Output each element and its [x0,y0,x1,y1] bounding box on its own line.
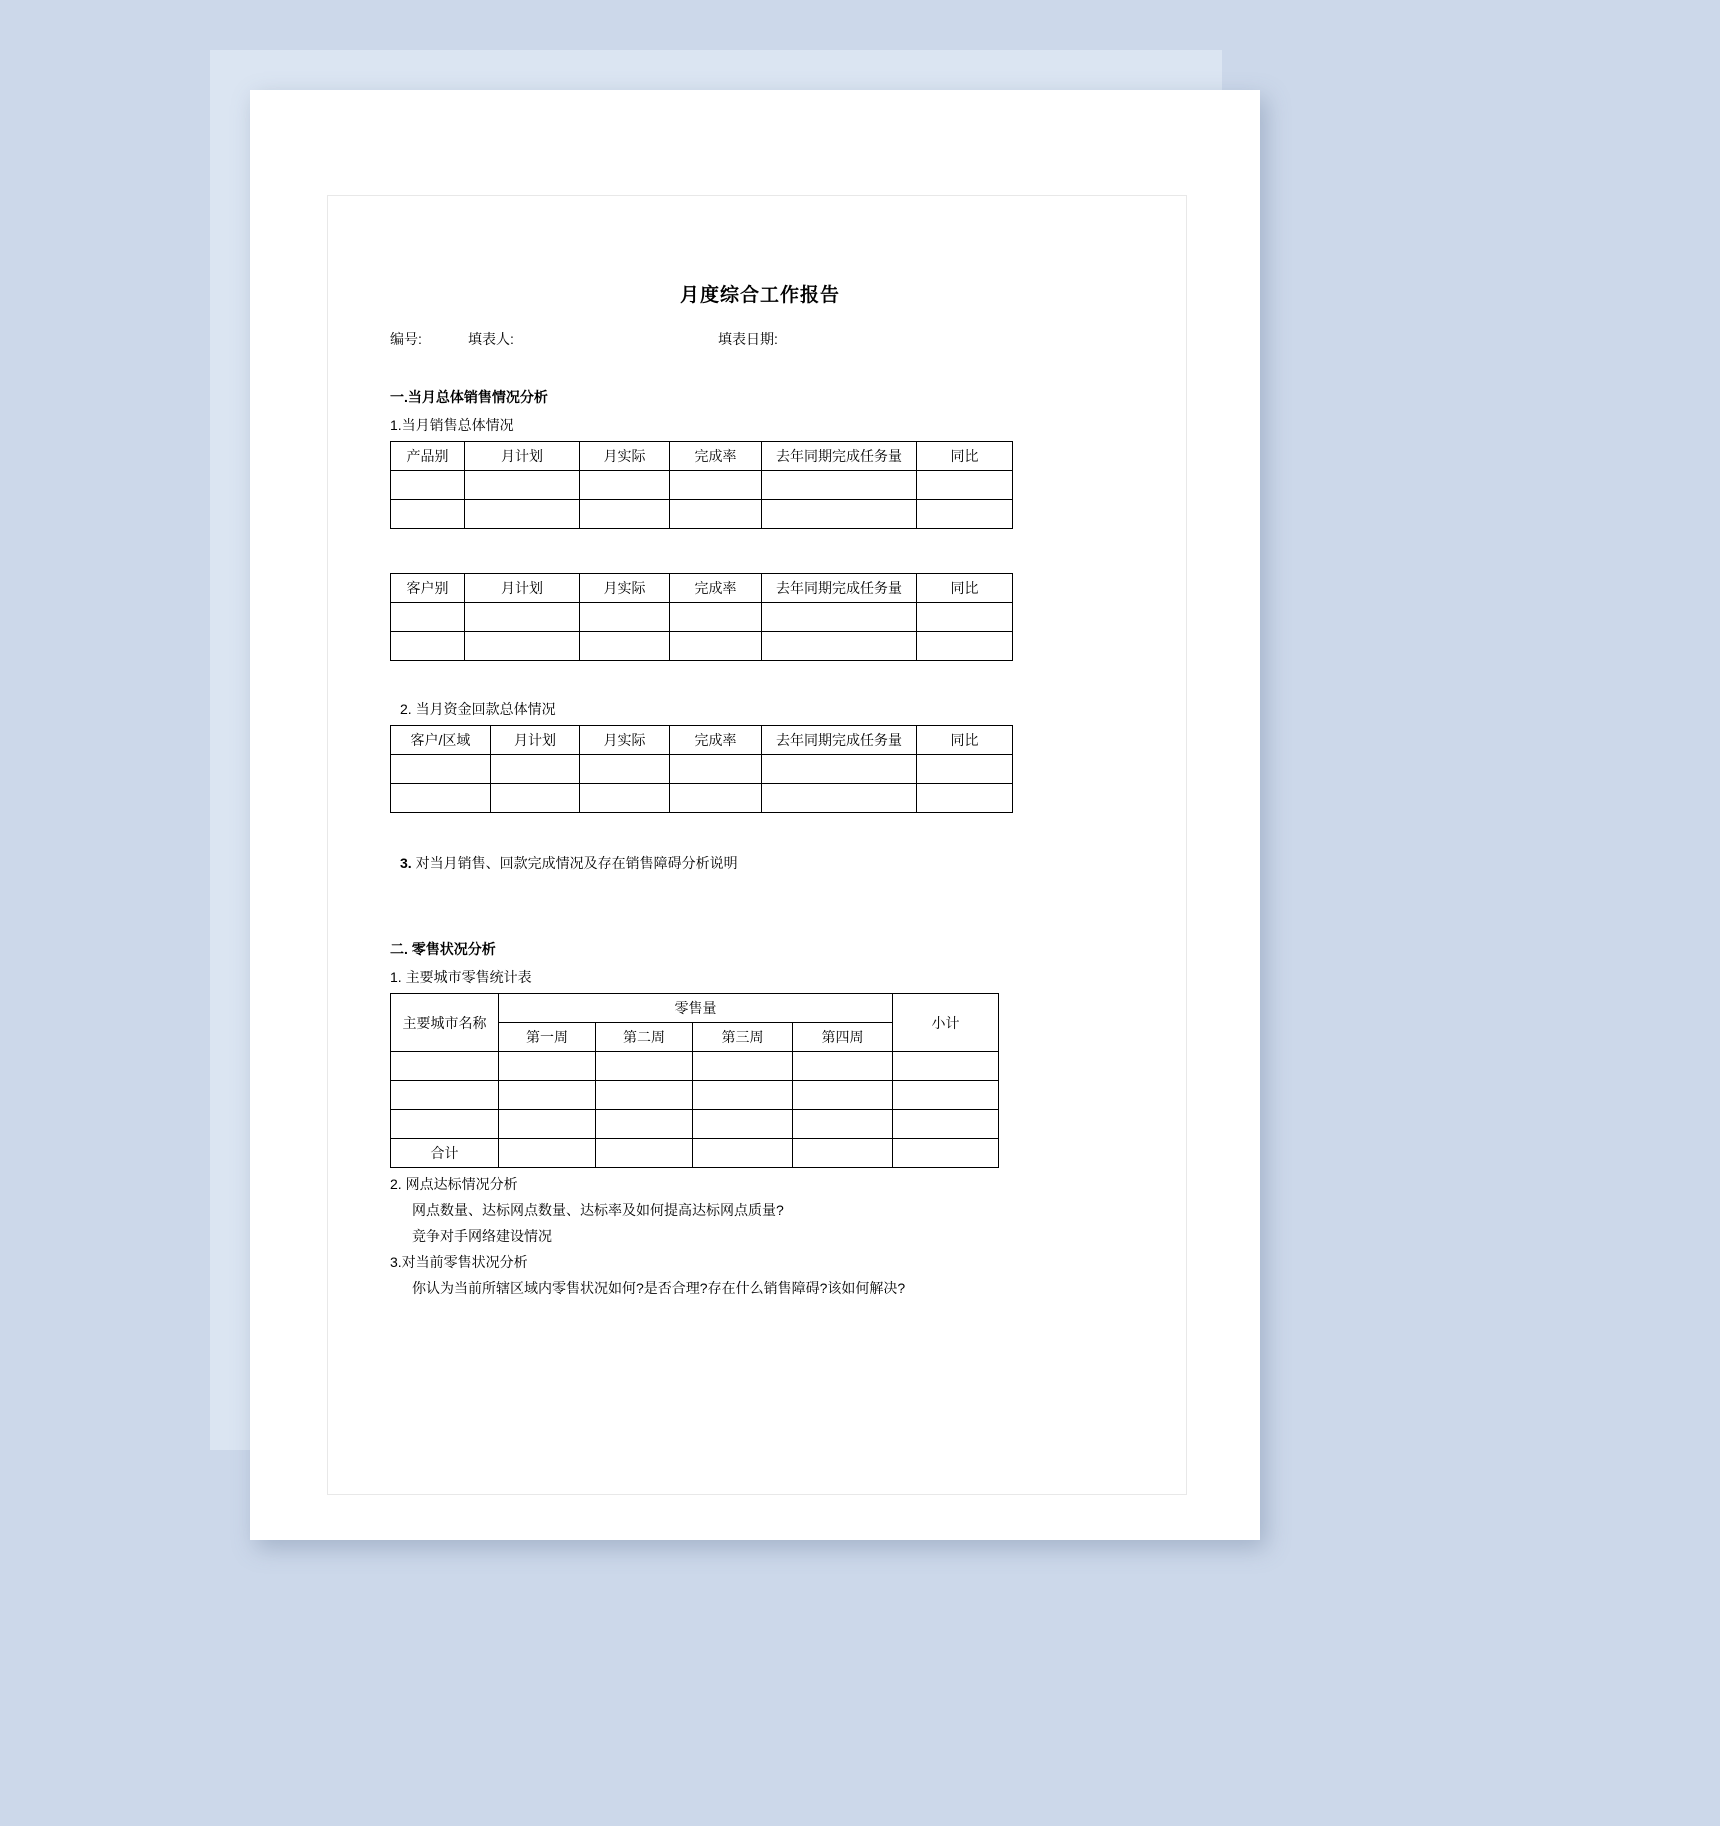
table-cell[interactable] [465,603,580,632]
section1-heading: 一.当月总体销售情况分析 [390,389,548,405]
table-header-cell: 去年同期完成任务量 [762,442,917,471]
table-row [391,1081,999,1110]
table-header-cell: 月实际 [580,442,670,471]
table-cell[interactable] [465,471,580,500]
table-header-cell: 完成率 [670,726,762,755]
table-header-cell: 月计划 [465,442,580,471]
table-header-cell: 产品别 [391,442,465,471]
document-sheet [250,90,1260,1540]
table-row [391,632,1013,661]
table-cell[interactable] [391,784,491,813]
table-cell[interactable] [596,1052,693,1081]
section1-sub1-heading: 1.当月销售总体情况 [390,417,514,433]
table-cell[interactable] [596,1139,693,1168]
table-row [391,755,1013,784]
table-cell[interactable] [499,1110,596,1139]
table-header-cell-week: 第四周 [793,1023,893,1052]
table-header-cell-week: 第一周 [499,1023,596,1052]
section2-sub2-line1: 网点数量、达标网点数量、达标率及如何提高达标网点质量? [412,1202,784,1218]
table-header-cell: 月计划 [465,574,580,603]
table-header-cell: 去年同期完成任务量 [762,726,917,755]
table-header-cell-subtotal: 小计 [893,994,999,1052]
section2-sub1-heading: 1. 主要城市零售统计表 [390,969,532,985]
table-header-cell-group: 零售量 [499,994,893,1023]
table-header-cell: 完成率 [670,574,762,603]
table-cell[interactable] [893,1139,999,1168]
table-cell[interactable] [465,632,580,661]
table-cell[interactable] [893,1052,999,1081]
table-cell[interactable] [580,755,670,784]
table-cell[interactable] [580,471,670,500]
table-cell[interactable] [762,755,917,784]
table-header-cell: 月计划 [491,726,580,755]
table-row [391,603,1013,632]
table-total-label: 合计 [391,1139,499,1168]
table-cell[interactable] [693,1139,793,1168]
table-cell[interactable] [580,784,670,813]
table-cell[interactable] [391,632,465,661]
table-cell[interactable] [762,632,917,661]
table-header-cell: 同比 [917,574,1013,603]
meta-filler-label: 填表人: [468,331,514,347]
table-cell[interactable] [762,500,917,529]
section1-sub3-heading [390,853,1130,873]
retail-statistics-table [390,993,999,1168]
table-row [391,784,1013,813]
table-cell[interactable] [596,1110,693,1139]
table-cell[interactable] [693,1110,793,1139]
table-header-cell-city: 主要城市名称 [391,994,499,1052]
table-cell[interactable] [499,1081,596,1110]
table-cell[interactable] [391,1081,499,1110]
table-row [391,500,1013,529]
meta-date-label: 填表日期: [718,331,778,347]
section1-sub2-heading: 2. 当月资金回款总体情况 [400,701,556,717]
table-cell[interactable] [391,1110,499,1139]
table-header-cell: 客户别 [391,574,465,603]
table-cell[interactable] [917,471,1013,500]
table-cell[interactable] [893,1110,999,1139]
table-cell[interactable] [917,603,1013,632]
table-cell[interactable] [491,755,580,784]
table-cell[interactable] [491,784,580,813]
table-cell[interactable] [793,1052,893,1081]
table-cell[interactable] [580,632,670,661]
table-header-cell: 月实际 [580,726,670,755]
table-cell[interactable] [580,603,670,632]
table-cell[interactable] [391,500,465,529]
table-cell[interactable] [499,1139,596,1168]
table-cell[interactable] [391,755,491,784]
table-cell[interactable] [917,632,1013,661]
customer-summary-table [390,573,1013,661]
spacer [390,879,1130,939]
sales-summary-table [390,441,1013,529]
table-header-row [391,574,1013,603]
table-cell[interactable] [762,603,917,632]
table-header-cell: 去年同期完成任务量 [762,574,917,603]
section2-heading: 二. 零售状况分析 [390,941,496,957]
document-content [390,280,1130,1304]
table-cell[interactable] [580,500,670,529]
table-header-cell-week: 第三周 [693,1023,793,1052]
table-cell[interactable] [793,1139,893,1168]
table-cell[interactable] [670,755,762,784]
table-cell[interactable] [762,784,917,813]
table-cell[interactable] [391,603,465,632]
table-cell[interactable] [465,500,580,529]
section2-sub2-line2: 竞争对手网络建设情况 [412,1228,552,1244]
table-cell[interactable] [670,471,762,500]
table-header-row [391,994,999,1023]
table-cell[interactable] [917,755,1013,784]
meta-row [390,329,1130,349]
table-cell[interactable] [499,1052,596,1081]
table-header-cell: 客户/区域 [391,726,491,755]
section1-sub3-number: 3. [400,855,412,871]
table-header-cell-week: 第二周 [596,1023,693,1052]
table-row [391,1110,999,1139]
table-cell[interactable] [391,471,465,500]
table-cell[interactable] [917,784,1013,813]
table-cell[interactable] [391,1052,499,1081]
section2-sub3-line1: 你认为当前所辖区域内零售状况如何?是否合理?存在什么销售障碍?该如何解决? [412,1280,906,1296]
table-cell[interactable] [670,632,762,661]
table-header-cell: 同比 [917,726,1013,755]
table-cell[interactable] [693,1081,793,1110]
table-cell[interactable] [670,500,762,529]
fund-recovery-table [390,725,1013,813]
table-header-row [391,442,1013,471]
table-header-cell: 同比 [917,442,1013,471]
table-cell[interactable] [793,1110,893,1139]
meta-number-label: 编号: [390,331,422,347]
table-cell[interactable] [893,1081,999,1110]
table-cell[interactable] [762,471,917,500]
section1-sub3-text: 对当月销售、回款完成情况及存在销售障碍分析说明 [415,855,738,871]
table-total-row [391,1139,999,1168]
section2-sub2-heading: 2. 网点达标情况分析 [390,1176,518,1192]
table-row [391,471,1013,500]
table-header-cell: 完成率 [670,442,762,471]
page-title: 月度综合工作报告 [679,285,840,306]
table-cell[interactable] [596,1081,693,1110]
table-cell[interactable] [693,1052,793,1081]
section2-sub3-heading: 3.对当前零售状况分析 [390,1254,528,1270]
table-cell[interactable] [670,603,762,632]
table-cell[interactable] [793,1081,893,1110]
table-row [391,1052,999,1081]
table-header-cell: 月实际 [580,574,670,603]
table-header-row [391,726,1013,755]
table-cell[interactable] [917,500,1013,529]
table-cell[interactable] [670,784,762,813]
